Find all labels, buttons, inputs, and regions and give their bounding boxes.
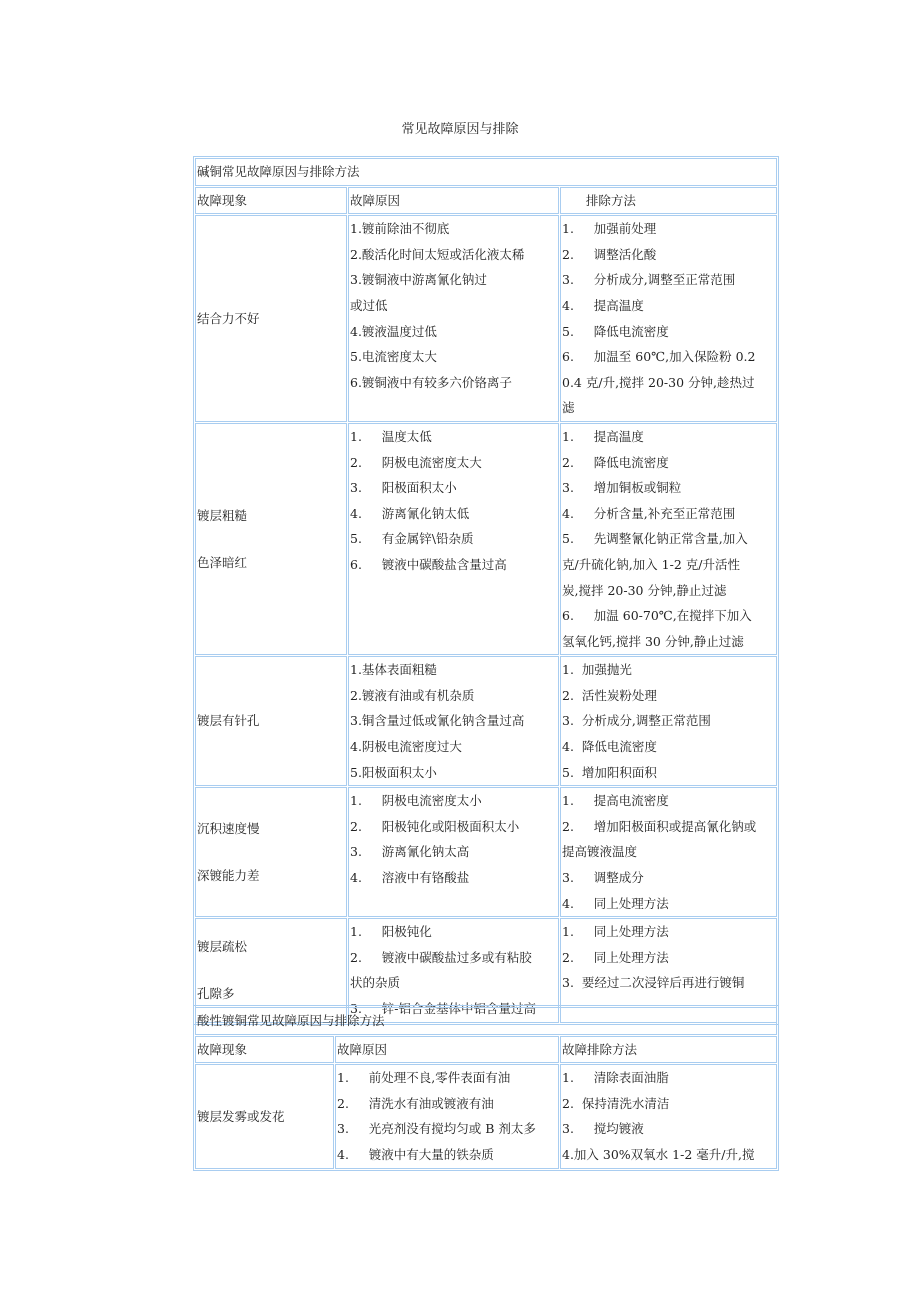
header-row [195, 1036, 777, 1064]
fixe-line: 4. 分析含量,补充至正常范围 [562, 505, 736, 521]
fixe-line: 1. 加强前处理 [562, 221, 657, 237]
fixe-line: 4. 同上处理方法 [562, 895, 669, 911]
symptom-line: 深镀能力差 [197, 868, 260, 884]
fixe-line: 3. 增加铜板或铜粒 [562, 480, 682, 496]
cause-line: 4. 镀液中有大量的铁杂质 [337, 1146, 494, 1162]
fixe-line: 3. 搅均镀液 [562, 1121, 644, 1137]
cause-line: 1. 前处理不良,零件表面有油 [337, 1070, 511, 1086]
fixe-line: 5. 先调整氰化钠正常含量,加入 [562, 531, 748, 547]
cause-line: 4. 溶液中有铬酸盐 [350, 870, 470, 886]
fixes-cell [560, 215, 777, 422]
section-heading-row [195, 1007, 777, 1035]
cause-line: 状的杂质 [350, 975, 401, 991]
fixe-line: 2. 同上处理方法 [562, 949, 669, 965]
fixe-line: 3. 调整成分 [562, 870, 644, 886]
symptom-cell [195, 423, 347, 655]
cause-line: 2. 镀液中碳酸盐过多或有粘胶 [350, 949, 532, 965]
fixe-line: 2. 降低电流密度 [562, 454, 669, 470]
table-row [195, 423, 777, 655]
fixe-line: 炭,搅拌 20-30 分钟,静止过滤 [562, 582, 727, 598]
fixe-line: 6. 加温至 60℃,加入保险粉 0.2 [562, 349, 756, 365]
causes-cell [348, 215, 559, 422]
fixe-line: 5. 增加阳积面积 [562, 764, 657, 780]
fixe-line: 2. 保持清洗水清洁 [562, 1095, 670, 1111]
fixe-line: 4. 提高温度 [562, 297, 644, 313]
symptom-cell [195, 215, 347, 422]
table-row [195, 787, 777, 917]
causes-cell [348, 656, 559, 786]
cause-line: 4.阴极电流密度过大 [350, 739, 462, 755]
cause-line: 4.镀液温度过低 [350, 323, 437, 339]
cause-line: 1. 温度太低 [350, 428, 432, 444]
cause-line: 2. 清洗水有油或镀液有油 [337, 1095, 494, 1111]
column-header: 故障排除方法 [560, 1036, 777, 1064]
cause-line: 3. 游离氰化钠太高 [350, 844, 470, 860]
table-row [195, 215, 777, 422]
cause-line: 1. 阳极钝化 [350, 924, 432, 940]
cause-line: 5.电流密度太大 [350, 349, 437, 365]
cause-line: 或过低 [350, 297, 388, 313]
fixe-line: 2. 活性炭粉处理 [562, 687, 657, 703]
fixe-line: 3. 分析成分,调整正常范围 [562, 713, 711, 729]
symptom-line [197, 841, 345, 863]
fixe-line: 1. 提高电流密度 [562, 793, 669, 809]
fixe-line: 2. 增加阳极面积或提高氰化钠或 [562, 818, 757, 834]
cause-line: 2. 阳极钝化或阳极面积太小 [350, 818, 520, 834]
symptom-line: 镀层有针孔 [197, 713, 260, 729]
symptom-cell [195, 656, 347, 786]
cause-line: 2.镀液有油或有机杂质 [350, 687, 475, 703]
cause-line: 3. 光亮剂没有搅均匀或 B 剂太多 [337, 1121, 536, 1137]
cause-line: 1.基体表面粗糙 [350, 662, 437, 678]
cause-line: 1. 阴极电流密度太小 [350, 793, 482, 809]
cause-line: 5.阳极面积太小 [350, 764, 437, 780]
column-header: 排除方法 [560, 187, 777, 215]
column-header: 故障现象 [195, 187, 347, 215]
cause-line: 2.酸活化时间太短或活化液太稀 [350, 246, 525, 262]
symptom-line: 镀层粗糙 [197, 507, 248, 523]
table-row [195, 1064, 777, 1168]
fixe-line: 克/升硫化钠,加入 1-2 克/升活性 [562, 556, 740, 572]
fixe-line: 5. 降低电流密度 [562, 323, 669, 339]
symptom-line [197, 959, 345, 981]
fixe-line: 1. 加强抛光 [562, 662, 632, 678]
column-header: 故障原因 [335, 1036, 559, 1064]
cause-line: 3.镀铜液中游离氰化钠过 [350, 272, 487, 288]
fixe-line: 提高镀液温度 [562, 844, 638, 860]
fixe-line: 0.4 克/升,搅拌 20-30 分钟,趁热过 [562, 374, 755, 390]
fixe-line: 3. 要经过二次浸锌后再进行镀铜 [562, 975, 745, 991]
fixes-cell [560, 1064, 777, 1168]
fixes-cell [560, 656, 777, 786]
symptom-line: 镀层疏松 [197, 938, 248, 954]
column-header: 故障原因 [348, 187, 559, 215]
cause-line: 1.镀前除油不彻底 [350, 221, 450, 237]
symptom-cell [195, 787, 347, 917]
cause-line: 3. 锌-铝合金基体中铝含量过高 [350, 1001, 537, 1016]
symptom-line: 沉积速度慢 [197, 820, 260, 836]
cause-line: 3. 阳极面积太小 [350, 480, 457, 496]
fixe-line: 2. 调整活化酸 [562, 246, 657, 262]
fixe-line: 1. 提高温度 [562, 428, 644, 444]
symptom-line [197, 528, 345, 550]
title-text: 常见故障原因与排除 [401, 122, 519, 137]
fixe-line: 1. 清除表面油脂 [562, 1070, 669, 1086]
fixes-cell [560, 423, 777, 655]
causes-cell [335, 1064, 559, 1168]
table-row [195, 656, 777, 786]
causes-cell [348, 787, 559, 917]
header-row [195, 187, 777, 215]
section-heading-row [195, 158, 777, 186]
fixe-line: 4. 降低电流密度 [562, 739, 657, 755]
cause-line: 3.铜含量过低或氰化钠含量过高 [350, 713, 525, 729]
acid-copper-table [193, 1005, 779, 1171]
alkaline-copper-table [193, 156, 779, 1025]
cause-line: 4. 游离氰化钠太低 [350, 505, 470, 521]
fixe-line: 氢氧化钙,搅拌 30 分钟,静止过滤 [562, 633, 744, 649]
cause-line: 6.镀铜液中有较多六价铬离子 [350, 374, 512, 390]
symptom-line: 色泽暗红 [197, 555, 248, 571]
cause-line: 6. 镀液中碳酸盐含量过高 [350, 556, 507, 572]
fixes-cell [560, 787, 777, 917]
column-header: 故障现象 [195, 1036, 334, 1064]
cause-line: 2. 阴极电流密度太大 [350, 454, 482, 470]
section-heading: 酸性镀铜常见故障原因与排除方法 [195, 1007, 777, 1035]
section-heading: 碱铜常见故障原因与排除方法 [195, 158, 777, 186]
causes-cell [348, 423, 559, 655]
symptom-line: 孔隙多 [197, 986, 235, 1002]
fixe-line: 6. 加温 60-70℃,在搅拌下加入 [562, 608, 752, 624]
fixe-line: 滤 [562, 400, 575, 416]
symptom-line: 结合力不好 [197, 310, 260, 326]
symptom-cell [195, 1064, 334, 1168]
fixe-line: 3. 分析成分,调整至正常范围 [562, 272, 736, 288]
fixe-line: 4.加入 30%双氧水 1-2 毫升/升,搅 [562, 1146, 755, 1162]
cause-line: 5. 有金属锌\铅杂质 [350, 531, 474, 547]
fixe-line: 1. 同上处理方法 [562, 924, 669, 940]
document-title [0, 118, 920, 137]
symptom-line: 镀层发雾或发花 [197, 1108, 285, 1124]
